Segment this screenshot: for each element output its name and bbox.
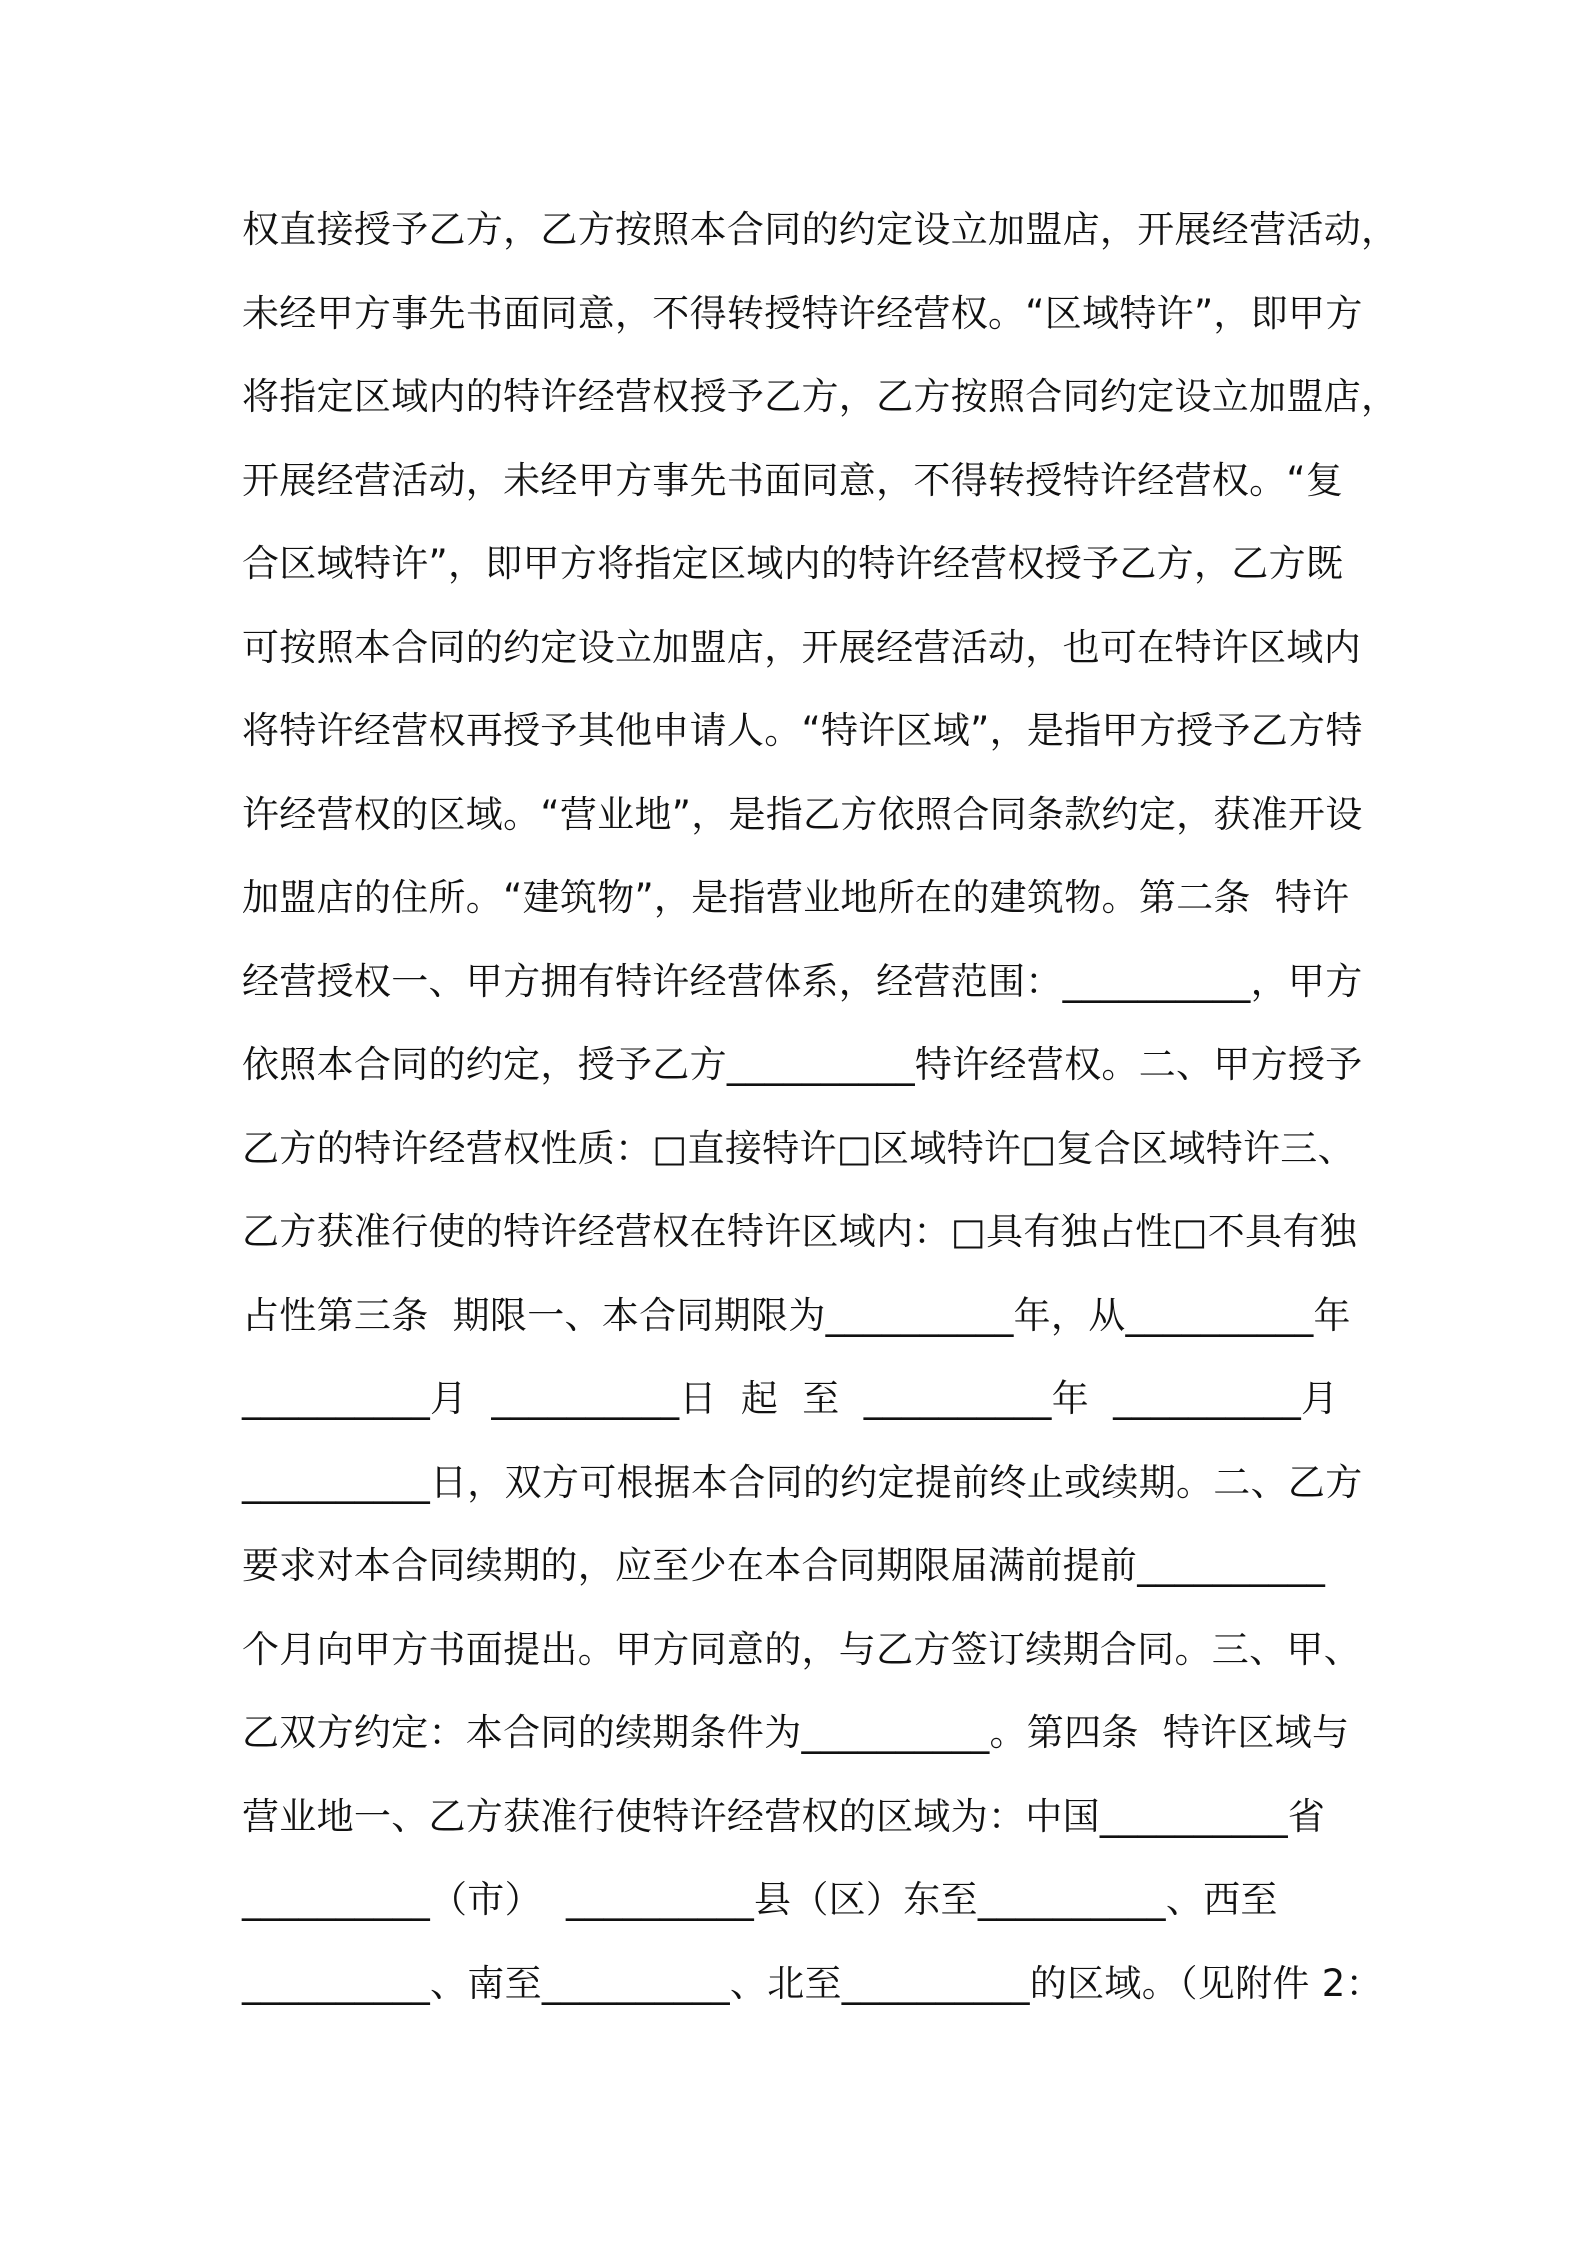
- text-line: 合区域特许”，即甲方将指定区域内的特许经营权授予乙方，乙方既: [242, 542, 1344, 585]
- text-line: 经营授权一、甲方拥有特许经营体系，经营范围：__________，甲方: [242, 959, 1363, 1003]
- text-line: 占性第三条 期限一、本合同期限为__________年，从__________年: [242, 1293, 1351, 1337]
- text-line: 加盟店的住所。“建筑物”，是指营业地所在的建筑物。第二条 特许: [242, 876, 1350, 919]
- contract-body-text: [242, 200, 1399, 2037]
- text-line: __________月 __________日 起 至 __________年 __________月: [242, 1377, 1339, 1420]
- text-line: 个月向甲方书面提出。甲方同意的，与乙方签订续期合同。三、甲、: [242, 1627, 1361, 1671]
- text-line: 依照本合同的约定，授予乙方__________特许经营权。二、甲方授予: [242, 1043, 1363, 1086]
- text-line: 将指定区域内的特许经营权授予乙方，乙方按照合同约定设立加盟店，: [242, 375, 1399, 418]
- text-line: 营业地一、乙方获准行使特许经营权的区域为：中国__________省: [242, 1794, 1326, 1838]
- text-line: 可按照本合同的约定设立加盟店，开展经营活动，也可在特许区域内: [242, 625, 1361, 669]
- text-line: 要求对本合同续期的，应至少在本合同期限届满前提前__________: [242, 1544, 1326, 1587]
- text-line: __________、南至__________、北至__________的区域。（见附件 2：: [242, 1961, 1383, 2005]
- text-line: 未经甲方事先书面同意，不得转授特许经营权。“区域特许”，即甲方: [242, 291, 1363, 335]
- text-line: __________（市） __________县（区）东至__________、西至: [242, 1878, 1278, 1921]
- text-line: 将特许经营权再授予其他申请人。“特许区域”，是指甲方授予乙方特: [242, 709, 1363, 752]
- text-line: 乙双方约定：本合同的续期条件为__________。第四条 特许区域与: [242, 1711, 1350, 1754]
- text-line: 许经营权的区域。“营业地”，是指乙方依照合同条款约定，获准开设: [242, 792, 1363, 836]
- text-line: 乙方的特许经营权性质：□直接特许□区域特许□复合区域特许三、: [242, 1126, 1355, 1170]
- text-line: 乙方获准行使的特许经营权在特许区域内：□具有独占性□不具有独: [242, 1210, 1357, 1253]
- text-line: 开展经营活动，未经甲方事先书面同意，不得转授特许经营权。“复: [242, 458, 1344, 502]
- text-line: 权直接授予乙方，乙方按照本合同的约定设立加盟店，开展经营活动，: [242, 208, 1399, 251]
- text-line: __________日，双方可根据本合同的约定提前终止或续期。二、乙方: [242, 1460, 1363, 1504]
